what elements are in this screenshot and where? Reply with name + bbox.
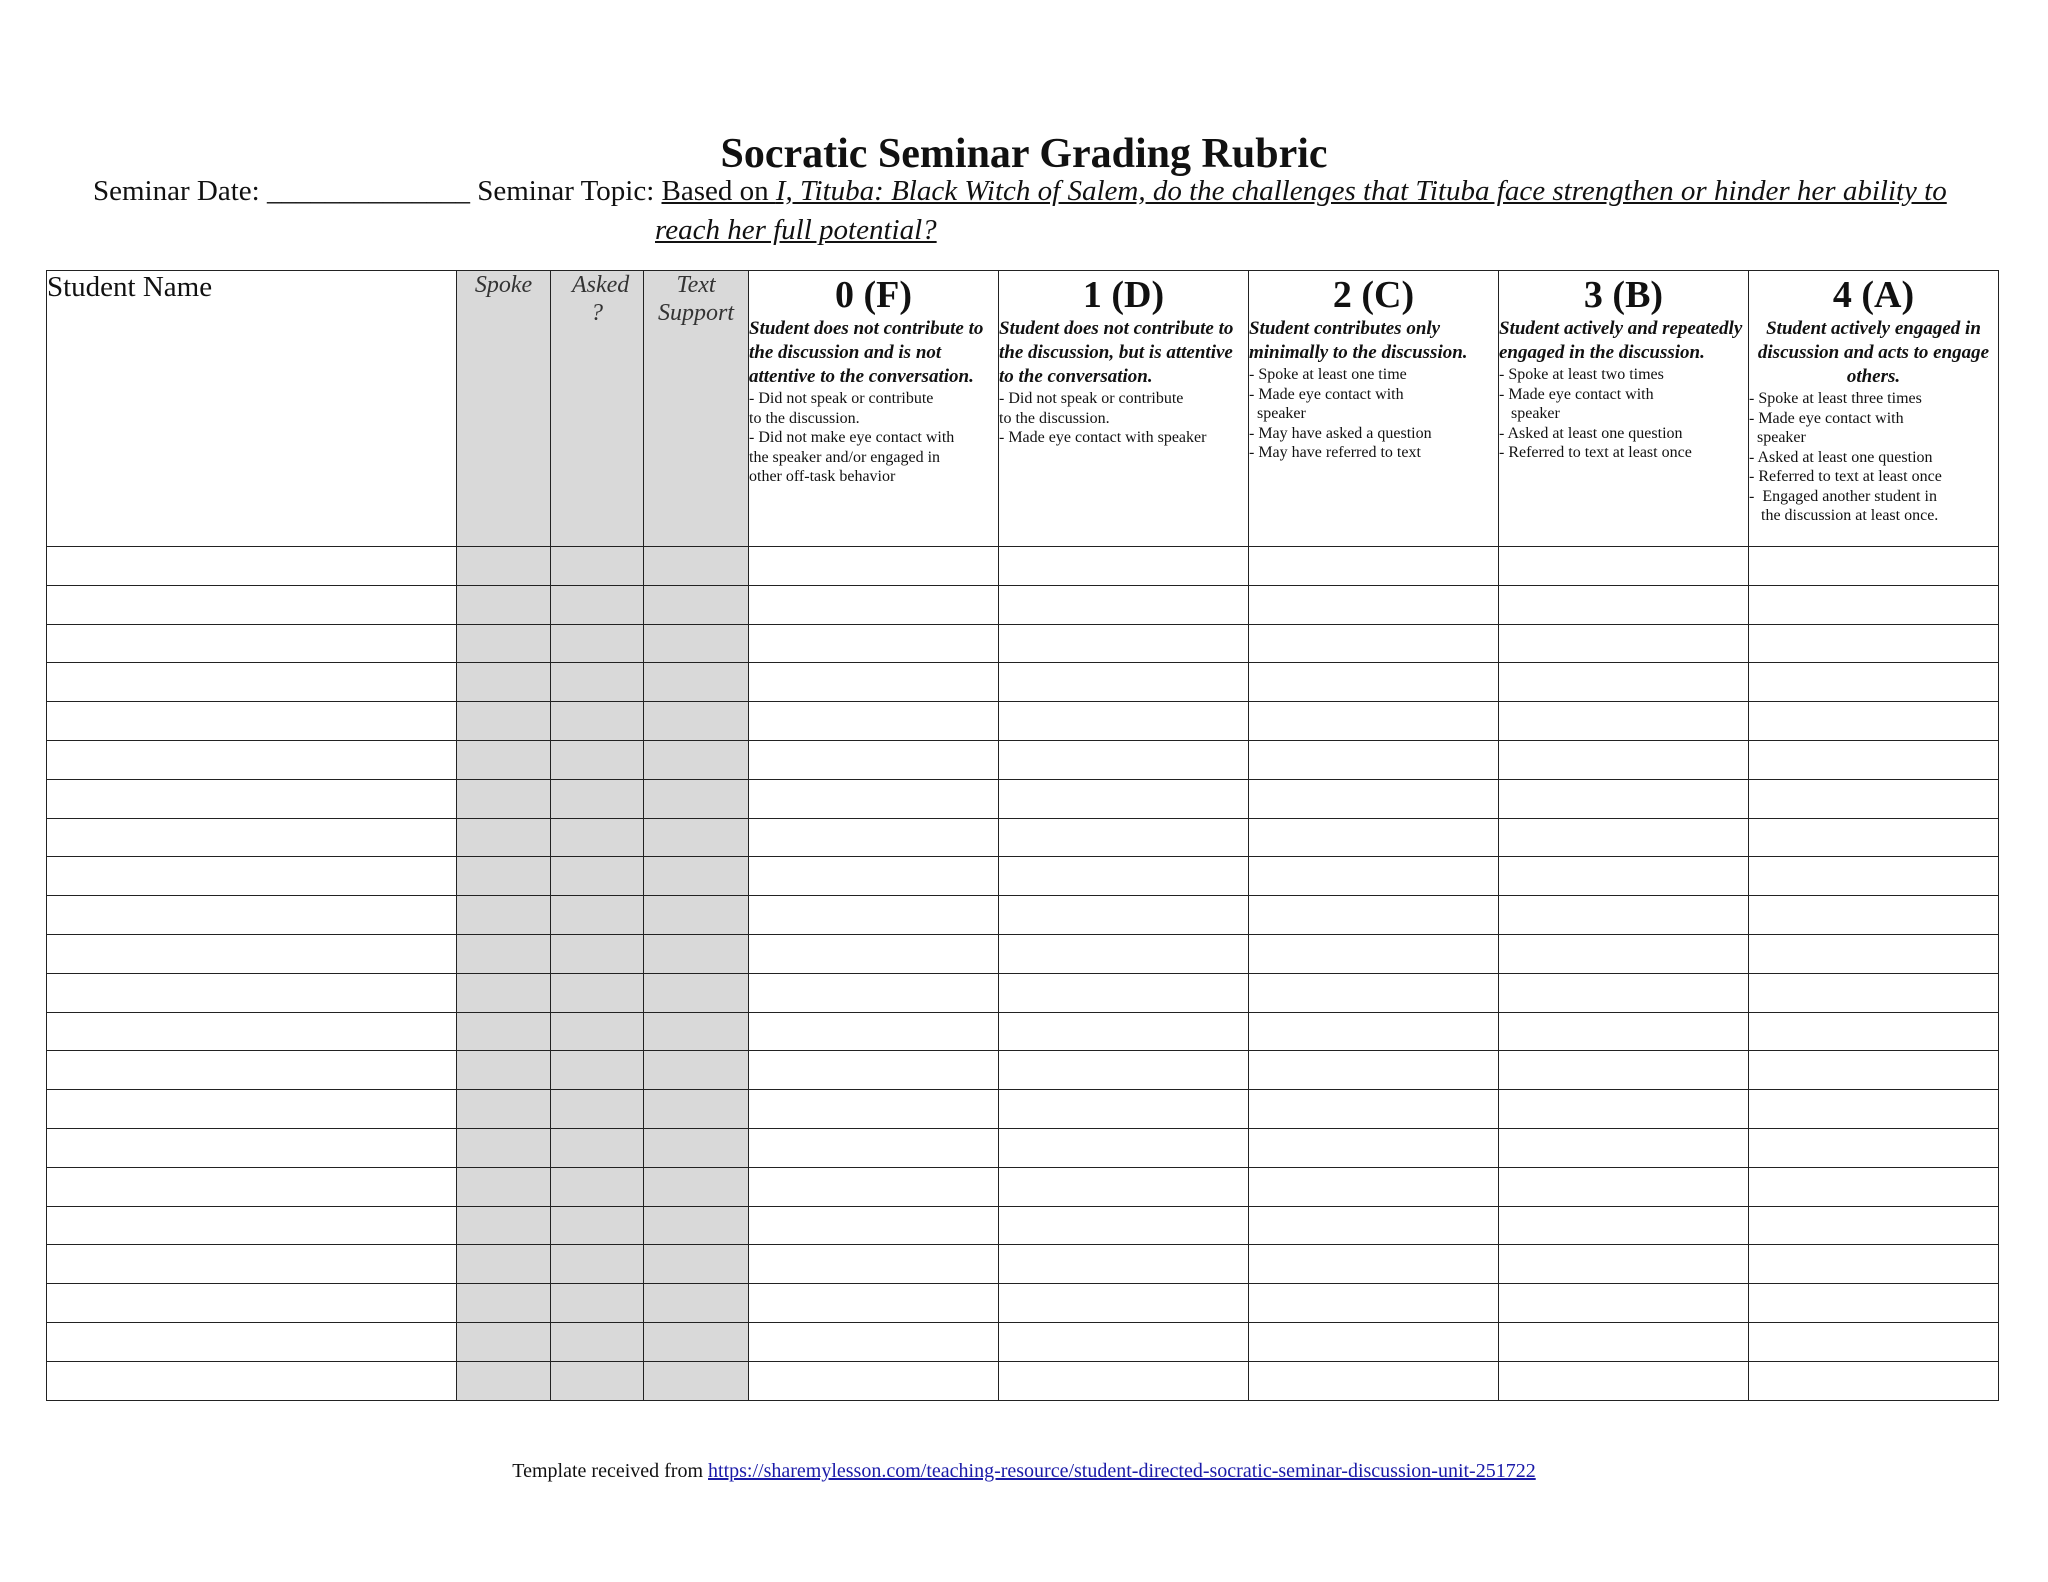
grade-summary: Student contributes only minimally to the discussion. xyxy=(1249,318,1468,363)
grade-1-cell[interactable] xyxy=(999,585,1249,624)
student-name-cell[interactable] xyxy=(47,740,457,779)
grade-1-cell[interactable] xyxy=(999,663,1249,702)
text-support-cell[interactable] xyxy=(644,547,749,586)
grade-0-cell[interactable] xyxy=(749,1245,999,1284)
grade-4-cell[interactable] xyxy=(1749,934,1999,973)
grade-1-header xyxy=(999,271,1249,547)
grade-0-cell[interactable] xyxy=(749,740,999,779)
asked-cell[interactable] xyxy=(551,740,644,779)
text-support-cell[interactable] xyxy=(644,663,749,702)
rubric-table xyxy=(46,270,1999,1401)
grade-0-cell[interactable] xyxy=(749,857,999,896)
grade-2-cell[interactable] xyxy=(1249,1206,1499,1245)
table-row xyxy=(47,896,1999,935)
table-row xyxy=(47,818,1999,857)
seminar-topic-label: Seminar Topic: xyxy=(477,175,655,207)
rubric-header-row xyxy=(47,271,1999,547)
grade-3-cell[interactable] xyxy=(1499,1322,1749,1361)
table-row xyxy=(47,1090,1999,1129)
student-name-header: Student Name xyxy=(47,271,457,547)
footer xyxy=(0,1458,2048,1484)
asked-cell[interactable] xyxy=(551,818,644,857)
asked-cell[interactable] xyxy=(551,1322,644,1361)
spoke-cell[interactable] xyxy=(457,1245,551,1284)
student-name-cell[interactable] xyxy=(47,663,457,702)
student-name-cell[interactable] xyxy=(47,857,457,896)
student-name-cell[interactable] xyxy=(47,702,457,741)
spoke-cell[interactable] xyxy=(457,779,551,818)
text-support-cell[interactable] xyxy=(644,1206,749,1245)
grade-2-cell[interactable] xyxy=(1249,547,1499,586)
grade-1-cell[interactable] xyxy=(999,857,1249,896)
table-row xyxy=(47,779,1999,818)
spoke-cell[interactable] xyxy=(457,663,551,702)
grade-1-cell[interactable] xyxy=(999,1012,1249,1051)
student-name-cell[interactable] xyxy=(47,934,457,973)
grade-3-cell[interactable] xyxy=(1499,779,1749,818)
grade-1-cell[interactable] xyxy=(999,1090,1249,1129)
grade-4-cell[interactable] xyxy=(1749,1284,1999,1323)
asked-cell[interactable] xyxy=(551,585,644,624)
seminar-date-blank: ______________ xyxy=(266,175,470,207)
table-row xyxy=(47,702,1999,741)
spoke-cell[interactable] xyxy=(457,896,551,935)
grade-criteria: - Did not speak or contribute to the discussion. - Did not make eye contact with the speaker and/or engaged in other off-task behavior xyxy=(749,390,955,485)
student-name-cell[interactable] xyxy=(47,1051,457,1090)
footer-text: Template received from xyxy=(512,1460,709,1482)
student-name-cell[interactable] xyxy=(47,624,457,663)
text-support-cell[interactable] xyxy=(644,624,749,663)
grade-1-cell[interactable] xyxy=(999,1128,1249,1167)
grade-4-cell[interactable] xyxy=(1749,973,1999,1012)
grade-3-cell[interactable] xyxy=(1499,1245,1749,1284)
grade-2-cell[interactable] xyxy=(1249,1128,1499,1167)
grade-2-cell[interactable] xyxy=(1249,1051,1499,1090)
spoke-cell[interactable] xyxy=(457,973,551,1012)
grade-3-cell[interactable] xyxy=(1499,934,1749,973)
grade-0-cell[interactable] xyxy=(749,1322,999,1361)
grade-4-cell[interactable] xyxy=(1749,779,1999,818)
asked-cell[interactable] xyxy=(551,1128,644,1167)
asked-cell[interactable] xyxy=(551,547,644,586)
text-support-cell[interactable] xyxy=(644,973,749,1012)
student-name-cell[interactable] xyxy=(47,1012,457,1051)
table-row xyxy=(47,934,1999,973)
text-support-cell[interactable] xyxy=(644,1361,749,1400)
grade-2-header xyxy=(1249,271,1499,547)
grade-0-cell[interactable] xyxy=(749,934,999,973)
text-support-cell[interactable] xyxy=(644,1012,749,1051)
grade-3-cell[interactable] xyxy=(1499,1167,1749,1206)
asked-cell[interactable] xyxy=(551,663,644,702)
grade-title: 2 (C) xyxy=(1332,274,1415,316)
grade-2-cell[interactable] xyxy=(1249,857,1499,896)
grade-0-cell[interactable] xyxy=(749,1090,999,1129)
table-row xyxy=(47,740,1999,779)
spoke-cell[interactable] xyxy=(457,857,551,896)
grade-2-cell[interactable] xyxy=(1249,1284,1499,1323)
spoke-header: Spoke xyxy=(457,271,551,547)
asked-cell[interactable] xyxy=(551,1284,644,1323)
table-row xyxy=(47,857,1999,896)
grade-0-cell[interactable] xyxy=(749,1051,999,1090)
grade-2-cell[interactable] xyxy=(1249,663,1499,702)
seminar-meta xyxy=(93,172,1993,210)
spoke-cell[interactable] xyxy=(457,624,551,663)
grade-3-cell[interactable] xyxy=(1499,1012,1749,1051)
student-name-cell[interactable] xyxy=(47,1090,457,1129)
spoke-cell[interactable] xyxy=(457,1167,551,1206)
grade-1-cell[interactable] xyxy=(999,1322,1249,1361)
table-row xyxy=(47,1361,1999,1400)
grade-3-cell[interactable] xyxy=(1499,585,1749,624)
spoke-cell[interactable] xyxy=(457,1206,551,1245)
text-support-cell[interactable] xyxy=(644,585,749,624)
grade-0-cell[interactable] xyxy=(749,1128,999,1167)
grade-3-cell[interactable] xyxy=(1499,1128,1749,1167)
grade-4-cell[interactable] xyxy=(1749,1051,1999,1090)
student-name-cell[interactable] xyxy=(47,1206,457,1245)
text-support-cell[interactable] xyxy=(644,1167,749,1206)
asked-cell[interactable] xyxy=(551,1361,644,1400)
spoke-cell[interactable] xyxy=(457,547,551,586)
grade-1-cell[interactable] xyxy=(999,934,1249,973)
student-name-cell[interactable] xyxy=(47,1361,457,1400)
table-row xyxy=(47,1167,1999,1206)
grade-2-cell[interactable] xyxy=(1249,740,1499,779)
spoke-cell[interactable] xyxy=(457,740,551,779)
text-support-cell[interactable] xyxy=(644,1322,749,1361)
asked-cell[interactable] xyxy=(551,1167,644,1206)
grade-criteria: - Did not speak or contribute to the discussion. - Made eye contact with speaker xyxy=(999,390,1207,446)
grade-3-cell[interactable] xyxy=(1499,663,1749,702)
grade-2-cell[interactable] xyxy=(1249,624,1499,663)
table-row xyxy=(47,1051,1999,1090)
asked-header xyxy=(551,271,644,547)
student-name-cell[interactable] xyxy=(47,818,457,857)
grade-2-cell[interactable] xyxy=(1249,1167,1499,1206)
grade-0-cell[interactable] xyxy=(749,973,999,1012)
asked-cell[interactable] xyxy=(551,779,644,818)
spoke-cell[interactable] xyxy=(457,1361,551,1400)
asked-cell[interactable] xyxy=(551,857,644,896)
table-row xyxy=(47,547,1999,586)
grade-3-cell[interactable] xyxy=(1499,624,1749,663)
text-support-header xyxy=(644,271,749,547)
grade-4-cell[interactable] xyxy=(1749,663,1999,702)
asked-cell[interactable] xyxy=(551,1090,644,1129)
grade-0-cell[interactable] xyxy=(749,1361,999,1400)
text-support-cell[interactable] xyxy=(644,740,749,779)
grade-4-cell[interactable] xyxy=(1749,1090,1999,1129)
grade-3-cell[interactable] xyxy=(1499,1284,1749,1323)
page-title: Socratic Seminar Grading Rubric xyxy=(720,131,1328,177)
grade-1-cell[interactable] xyxy=(999,1206,1249,1245)
grade-3-cell[interactable] xyxy=(1499,973,1749,1012)
grade-0-cell[interactable] xyxy=(749,779,999,818)
grade-summary: Student does not contribute to the discussion, but is attentive to the conversation. xyxy=(999,318,1234,387)
grade-summary: Student actively engaged in discussion and acts to engage others. xyxy=(1757,318,1990,387)
spoke-cell[interactable] xyxy=(457,1051,551,1090)
grade-1-cell[interactable] xyxy=(999,1284,1249,1323)
grade-1-cell[interactable] xyxy=(999,973,1249,1012)
student-name-cell[interactable] xyxy=(47,547,457,586)
text-support-cell[interactable] xyxy=(644,1284,749,1323)
student-name-cell[interactable] xyxy=(47,585,457,624)
text-support-cell[interactable] xyxy=(644,779,749,818)
grade-2-cell[interactable] xyxy=(1249,973,1499,1012)
asked-cell[interactable] xyxy=(551,702,644,741)
spoke-cell[interactable] xyxy=(457,1322,551,1361)
grade-3-cell[interactable] xyxy=(1499,818,1749,857)
table-row xyxy=(47,1245,1999,1284)
text-support-cell[interactable] xyxy=(644,1090,749,1129)
table-row xyxy=(47,1322,1999,1361)
grade-4-cell[interactable] xyxy=(1749,702,1999,741)
grade-2-cell[interactable] xyxy=(1249,818,1499,857)
grade-3-cell[interactable] xyxy=(1499,896,1749,935)
spoke-cell[interactable] xyxy=(457,702,551,741)
grade-4-header xyxy=(1749,271,1999,547)
asked-cell[interactable] xyxy=(551,973,644,1012)
table-row xyxy=(47,585,1999,624)
grade-0-cell[interactable] xyxy=(749,702,999,741)
table-row xyxy=(47,1284,1999,1323)
grade-2-cell[interactable] xyxy=(1249,896,1499,935)
grade-4-cell[interactable] xyxy=(1749,547,1999,586)
spoke-cell[interactable] xyxy=(457,818,551,857)
grade-0-cell[interactable] xyxy=(749,1167,999,1206)
spoke-cell[interactable] xyxy=(457,1128,551,1167)
grade-3-cell[interactable] xyxy=(1499,1206,1749,1245)
grade-4-cell[interactable] xyxy=(1749,896,1999,935)
grade-1-cell[interactable] xyxy=(999,1051,1249,1090)
grade-4-cell[interactable] xyxy=(1749,1322,1999,1361)
grade-4-cell[interactable] xyxy=(1749,585,1999,624)
grade-title: 0 (F) xyxy=(834,274,913,316)
grade-1-cell[interactable] xyxy=(999,624,1249,663)
grade-1-cell[interactable] xyxy=(999,1167,1249,1206)
grade-1-cell[interactable] xyxy=(999,1361,1249,1400)
grade-1-cell[interactable] xyxy=(999,779,1249,818)
asked-cell[interactable] xyxy=(551,1012,644,1051)
grade-3-cell[interactable] xyxy=(1499,740,1749,779)
table-row xyxy=(47,1206,1999,1245)
text-support-cell[interactable] xyxy=(644,896,749,935)
grade-2-cell[interactable] xyxy=(1249,1245,1499,1284)
grade-3-header xyxy=(1499,271,1749,547)
grade-0-cell[interactable] xyxy=(749,818,999,857)
grade-0-cell[interactable] xyxy=(749,1284,999,1323)
spoke-cell[interactable] xyxy=(457,1284,551,1323)
student-name-cell[interactable] xyxy=(47,1167,457,1206)
spoke-cell[interactable] xyxy=(457,585,551,624)
grade-4-cell[interactable] xyxy=(1749,1128,1999,1167)
grade-title: 4 (A) xyxy=(1832,274,1915,316)
student-name-cell[interactable] xyxy=(47,1284,457,1323)
grade-2-cell[interactable] xyxy=(1249,934,1499,973)
text-support-cell[interactable] xyxy=(644,934,749,973)
asked-header-text: Asked ? xyxy=(572,272,630,326)
student-name-cell[interactable] xyxy=(47,779,457,818)
table-row xyxy=(47,663,1999,702)
grade-2-cell[interactable] xyxy=(1249,1322,1499,1361)
grade-0-cell[interactable] xyxy=(749,1206,999,1245)
grade-3-cell[interactable] xyxy=(1499,1090,1749,1129)
grade-4-cell[interactable] xyxy=(1749,740,1999,779)
grade-1-cell[interactable] xyxy=(999,818,1249,857)
grade-criteria: - Spoke at least two times - Made eye contact with speaker - Asked at least one question - Referred to text at least once xyxy=(1499,366,1692,461)
grade-0-cell[interactable] xyxy=(749,624,999,663)
grade-3-cell[interactable] xyxy=(1499,547,1749,586)
text-support-cell[interactable] xyxy=(644,1245,749,1284)
text-support-cell[interactable] xyxy=(644,818,749,857)
grade-1-cell[interactable] xyxy=(999,547,1249,586)
student-name-cell[interactable] xyxy=(47,1322,457,1361)
grade-2-cell[interactable] xyxy=(1249,779,1499,818)
text-support-cell[interactable] xyxy=(644,857,749,896)
text-support-cell[interactable] xyxy=(644,702,749,741)
spoke-cell[interactable] xyxy=(457,934,551,973)
table-row xyxy=(47,1012,1999,1051)
grade-2-cell[interactable] xyxy=(1249,1361,1499,1400)
grade-4-cell[interactable] xyxy=(1749,1245,1999,1284)
asked-cell[interactable] xyxy=(551,934,644,973)
grade-summary: Student does not contribute to the discussion and is not attentive to the conversation. xyxy=(749,318,984,387)
table-row xyxy=(47,624,1999,663)
grade-title: 1 (D) xyxy=(1082,274,1165,316)
grade-4-cell[interactable] xyxy=(1749,857,1999,896)
grade-3-cell[interactable] xyxy=(1499,702,1749,741)
seminar-topic-text-cont: reach her full potential? xyxy=(655,214,937,246)
grade-3-cell[interactable] xyxy=(1499,1051,1749,1090)
grade-1-cell[interactable] xyxy=(999,702,1249,741)
asked-cell[interactable] xyxy=(551,1206,644,1245)
grade-0-cell[interactable] xyxy=(749,585,999,624)
footer-link[interactable]: https://sharemylesson.com/teaching-resource/student-directed-socratic-seminar-discussion-unit-251722 xyxy=(708,1460,1536,1482)
text-support-cell[interactable] xyxy=(644,1051,749,1090)
grade-1-cell[interactable] xyxy=(999,740,1249,779)
grade-4-cell[interactable] xyxy=(1749,1361,1999,1400)
asked-cell[interactable] xyxy=(551,896,644,935)
grade-0-cell[interactable] xyxy=(749,1012,999,1051)
asked-cell[interactable] xyxy=(551,1245,644,1284)
grade-0-cell[interactable] xyxy=(749,663,999,702)
grade-0-cell[interactable] xyxy=(749,896,999,935)
grade-3-cell[interactable] xyxy=(1499,1361,1749,1400)
text-support-cell[interactable] xyxy=(644,1128,749,1167)
student-name-cell[interactable] xyxy=(47,1245,457,1284)
seminar-date-label: Seminar Date: xyxy=(93,175,260,207)
table-row xyxy=(47,1128,1999,1167)
asked-cell[interactable] xyxy=(551,624,644,663)
spoke-cell[interactable] xyxy=(457,1012,551,1051)
grade-4-cell[interactable] xyxy=(1749,1012,1999,1051)
grade-criteria: - Spoke at least one time - Made eye contact with speaker - May have asked a question - May have referred to text xyxy=(1249,366,1432,461)
seminar-topic-text: I, Tituba: Black Witch of Salem, do the challenges that Tituba face strengthen or hinder her ability to xyxy=(775,175,1947,207)
grade-2-cell[interactable] xyxy=(1249,1090,1499,1129)
grade-criteria: - Spoke at least three times - Made eye contact with speaker - Asked at least one question - Referred to text at least once - Engaged another student in the discussion at least once. xyxy=(1749,390,1942,524)
student-name-cell[interactable] xyxy=(47,973,457,1012)
grade-3-cell[interactable] xyxy=(1499,857,1749,896)
student-name-cell[interactable] xyxy=(47,896,457,935)
grade-title: 3 (B) xyxy=(1583,274,1664,316)
text-support-header-text: Text Support xyxy=(657,272,734,326)
grade-4-cell[interactable] xyxy=(1749,818,1999,857)
grade-summary: Student actively and repeatedly engaged in the discussion. xyxy=(1499,318,1743,363)
table-row xyxy=(47,973,1999,1012)
grade-1-cell[interactable] xyxy=(999,1245,1249,1284)
asked-cell[interactable] xyxy=(551,1051,644,1090)
grade-4-cell[interactable] xyxy=(1749,1206,1999,1245)
grade-1-cell[interactable] xyxy=(999,896,1249,935)
grade-4-cell[interactable] xyxy=(1749,1167,1999,1206)
student-name-cell[interactable] xyxy=(47,1128,457,1167)
spoke-cell[interactable] xyxy=(457,1090,551,1129)
seminar-topic-prefix: Based on xyxy=(661,175,776,207)
grade-2-cell[interactable] xyxy=(1249,702,1499,741)
grade-0-header xyxy=(749,271,999,547)
grade-4-cell[interactable] xyxy=(1749,624,1999,663)
grade-0-cell[interactable] xyxy=(749,547,999,586)
grade-2-cell[interactable] xyxy=(1249,585,1499,624)
grade-2-cell[interactable] xyxy=(1249,1012,1499,1051)
